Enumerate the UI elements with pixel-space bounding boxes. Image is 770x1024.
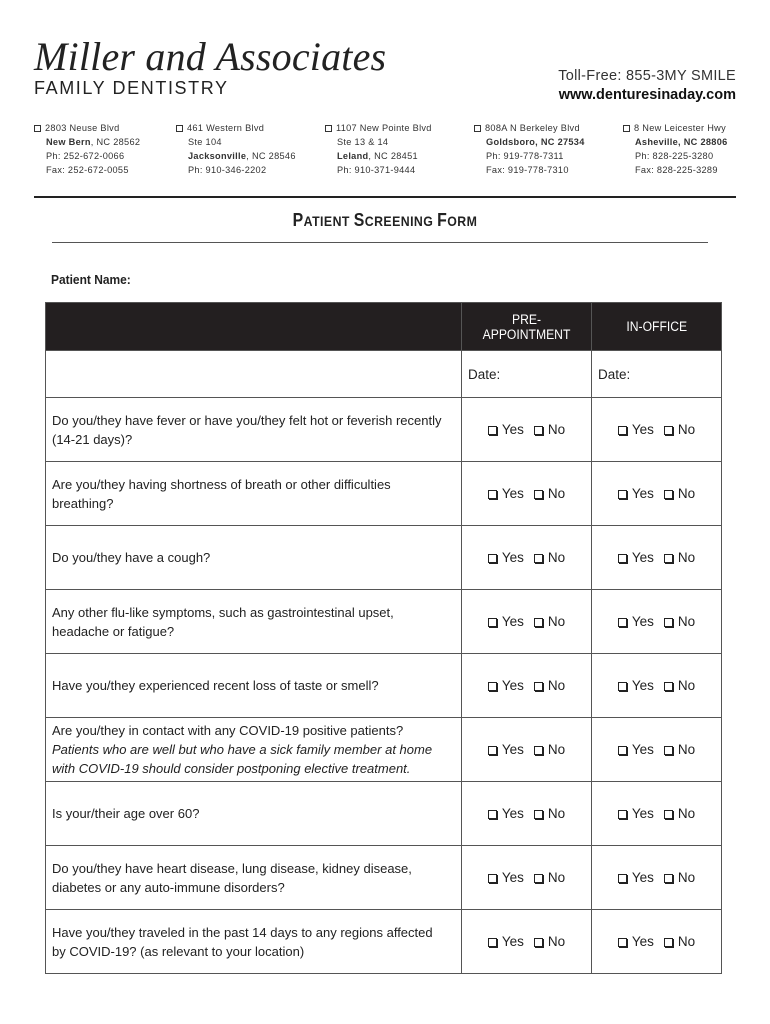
in-office-answer [592, 910, 722, 974]
in-office-yes-option[interactable] [618, 486, 654, 501]
in-office-yes-option[interactable] [618, 934, 654, 949]
pre-appointment-no-option[interactable] [534, 678, 565, 693]
yes-label: Yes [501, 742, 524, 757]
pre-appointment-no-option[interactable] [534, 422, 565, 437]
no-label: No [547, 422, 566, 437]
checkbox-icon[interactable] [534, 618, 543, 627]
office-address: 2803 Neuse Blvd [45, 123, 120, 133]
question-text [46, 910, 462, 974]
question-label: Do you/they have a cough? [52, 550, 211, 565]
pre-appointment-answer [462, 910, 592, 974]
brand [34, 34, 386, 99]
no-label: No [677, 550, 696, 565]
yes-label: Yes [631, 550, 654, 565]
screening-table [45, 302, 722, 974]
question-label: Do you/they have heart disease, lung disease, kidney disease, diabetes or any auto-immune disorders? [52, 860, 412, 895]
in-office-answer [592, 462, 722, 526]
header-divider [34, 196, 736, 198]
no-label: No [677, 486, 696, 501]
question-row [46, 846, 722, 910]
office-fax: Fax: 252-672-0055 [46, 165, 129, 175]
no-label: No [547, 550, 566, 565]
office-phone: Ph: 919-778-7311 [486, 151, 564, 161]
website-link[interactable]: www.denturesinaday.com [558, 87, 736, 103]
no-label: No [677, 614, 696, 629]
pre-appointment-answer [462, 718, 592, 782]
checkbox-icon [325, 125, 332, 132]
pre-appointment-yes-option[interactable] [488, 870, 524, 885]
checkbox-icon[interactable] [488, 938, 497, 947]
in-office-answer [592, 526, 722, 590]
question-text [46, 782, 462, 846]
yes-label: Yes [501, 934, 524, 949]
yes-label: Yes [631, 486, 654, 501]
in-office-yes-option[interactable] [618, 614, 654, 629]
checkbox-icon [474, 125, 481, 132]
title-divider [52, 242, 708, 243]
no-label: No [547, 742, 566, 757]
pre-appointment-answer [462, 462, 592, 526]
question-row [46, 782, 722, 846]
office-phone: Ph: 910-346-2202 [188, 165, 267, 175]
office-suite: Ste 104 [188, 137, 222, 147]
no-label: No [547, 678, 566, 693]
pre-appointment-yes-option[interactable] [488, 934, 524, 949]
yes-label: Yes [501, 870, 524, 885]
no-label: No [547, 870, 566, 885]
pre-appointment-yes-option[interactable] [488, 614, 524, 629]
pre-appointment-yes-option[interactable] [488, 486, 524, 501]
in-office-no-option[interactable] [664, 806, 695, 821]
question-text [46, 590, 462, 654]
yes-label: Yes [501, 678, 524, 693]
office-state: , NC 28451 [368, 151, 418, 161]
brand-name: Miller and Associates [34, 34, 387, 79]
checkbox-icon[interactable] [488, 554, 497, 563]
checkbox-icon[interactable] [664, 682, 673, 691]
checkbox-icon[interactable] [534, 554, 543, 563]
checkbox-icon[interactable] [534, 746, 543, 755]
office-goldsboro [474, 121, 585, 177]
checkbox-icon[interactable] [664, 874, 673, 883]
pre-appointment-no-option[interactable] [534, 870, 565, 885]
patient-name-label: Patient Name: [51, 272, 131, 287]
question-text [46, 526, 462, 590]
no-label: No [677, 806, 696, 821]
in-office-no-option[interactable] [664, 614, 695, 629]
checkbox-icon[interactable] [618, 682, 627, 691]
title-part: S [353, 210, 365, 230]
yes-label: Yes [501, 486, 524, 501]
no-label: No [547, 934, 566, 949]
no-label: No [677, 678, 696, 693]
office-city: New Bern [46, 137, 91, 147]
checkbox-icon[interactable] [664, 490, 673, 499]
office-phone: Ph: 828-225-3280 [635, 151, 714, 161]
yes-label: Yes [501, 806, 524, 821]
in-office-answer [592, 718, 722, 782]
no-label: No [677, 870, 696, 885]
checkbox-icon[interactable] [664, 426, 673, 435]
office-list [34, 121, 740, 181]
checkbox-icon[interactable] [618, 810, 627, 819]
no-label: No [677, 742, 696, 757]
question-text [46, 462, 462, 526]
toll-free-number: Toll-Free: 855-3MY SMILE [558, 68, 736, 84]
question-row [46, 590, 722, 654]
office-city: Goldsboro, NC 27534 [486, 137, 585, 147]
in-office-date-field[interactable] [592, 351, 722, 398]
checkbox-icon [176, 125, 183, 132]
office-address: 8 New Leicester Hwy [634, 123, 726, 133]
checkbox-icon[interactable] [618, 874, 627, 883]
checkbox-icon[interactable] [664, 618, 673, 627]
yes-label: Yes [501, 550, 524, 565]
no-label: No [677, 934, 696, 949]
question-label: Have you/they experienced recent loss of taste or smell? [52, 678, 379, 693]
question-text [46, 398, 462, 462]
question-label: Have you/they traveled in the past 14 days to any regions affected by COVID-19? (as relevant to your location) [52, 924, 433, 959]
question-row [46, 718, 722, 782]
in-office-yes-option[interactable] [618, 870, 654, 885]
checkbox-icon[interactable] [664, 554, 673, 563]
in-office-answer [592, 654, 722, 718]
column-in-office [592, 303, 722, 351]
question-text [46, 718, 462, 782]
yes-label: Yes [501, 614, 524, 629]
yes-label: Yes [631, 870, 654, 885]
in-office-yes-option[interactable] [618, 806, 654, 821]
question-row [46, 654, 722, 718]
checkbox-icon[interactable] [488, 682, 497, 691]
title-part: ATIENT [303, 213, 354, 229]
in-office-no-option[interactable] [664, 422, 695, 437]
pre-appointment-answer [462, 846, 592, 910]
office-city: Asheville, NC 28806 [635, 137, 728, 147]
question-text [46, 846, 462, 910]
no-label: No [547, 614, 566, 629]
yes-label: Yes [631, 422, 654, 437]
pre-appointment-no-option[interactable] [534, 806, 565, 821]
pre-appointment-yes-option[interactable] [488, 422, 524, 437]
checkbox-icon[interactable] [618, 938, 627, 947]
yes-label: Yes [631, 934, 654, 949]
question-row [46, 910, 722, 974]
office-leland [325, 121, 432, 177]
checkbox-icon[interactable] [534, 426, 543, 435]
pre-appointment-answer [462, 590, 592, 654]
question-row [46, 462, 722, 526]
office-city: Leland [337, 151, 369, 161]
question-label: Are you/they in contact with any COVID-19 positive patients? [52, 723, 404, 738]
checkbox-icon[interactable] [534, 810, 543, 819]
header-blank [46, 303, 462, 351]
pre-appointment-yes-option[interactable] [488, 678, 524, 693]
question-label: Is your/their age over 60? [52, 806, 200, 821]
date-label: Date: [468, 366, 501, 382]
checkbox-icon[interactable] [488, 874, 497, 883]
column-pre-appointment [462, 303, 592, 351]
in-office-yes-option[interactable] [618, 422, 654, 437]
date-row [46, 351, 722, 398]
office-jacksonville [176, 121, 296, 177]
pre-appointment-no-option[interactable] [534, 486, 565, 501]
checkbox-icon[interactable] [534, 490, 543, 499]
in-office-no-option[interactable] [664, 486, 695, 501]
pre-appointment-answer [462, 526, 592, 590]
no-label: No [677, 422, 696, 437]
pre-appointment-no-option[interactable] [534, 742, 565, 757]
yes-label: Yes [631, 742, 654, 757]
checkbox-icon[interactable] [534, 874, 543, 883]
in-office-yes-option[interactable] [618, 742, 654, 757]
title-part: CREENING [364, 213, 438, 229]
checkbox-icon[interactable] [664, 938, 673, 947]
pre-appointment-yes-option[interactable] [488, 806, 524, 821]
in-office-answer [592, 590, 722, 654]
in-office-answer [592, 782, 722, 846]
office-phone: Ph: 252-672-0066 [46, 151, 125, 161]
question-label: Any other flu-like symptoms, such as gastrointestinal upset, headache or fatigue? [52, 604, 394, 639]
in-office-answer [592, 398, 722, 462]
pre-appointment-answer [462, 398, 592, 462]
column-label: IN-OFFICE [626, 319, 687, 334]
office-new-bern [34, 121, 140, 177]
title-part: F [437, 210, 448, 230]
office-state: , NC 28562 [90, 137, 141, 147]
yes-label: Yes [501, 422, 524, 437]
question-label: Do you/they have fever or have you/they felt hot or feverish recently (14-21 days)? [52, 412, 442, 447]
in-office-yes-option[interactable] [618, 550, 654, 565]
date-label: Date: [598, 366, 631, 382]
checkbox-icon[interactable] [488, 490, 497, 499]
office-address: 808A N Berkeley Blvd [485, 123, 580, 133]
pre-appointment-yes-option[interactable] [488, 742, 524, 757]
title-part: ORM [447, 213, 478, 229]
question-label: Are you/they having shortness of breath or other difficulties breathing? [52, 476, 391, 511]
form-title [46, 210, 724, 231]
in-office-no-option[interactable] [664, 870, 695, 885]
checkbox-icon [623, 125, 630, 132]
no-label: No [547, 806, 566, 821]
pre-appointment-answer [462, 782, 592, 846]
question-row [46, 398, 722, 462]
checkbox-icon[interactable] [488, 426, 497, 435]
title-part: P [292, 210, 304, 230]
table-header [46, 303, 722, 351]
in-office-no-option[interactable] [664, 742, 695, 757]
office-state: , NC 28546 [246, 151, 296, 161]
office-address: 461 Western Blvd [187, 123, 265, 133]
in-office-no-option[interactable] [664, 678, 695, 693]
checkbox-icon[interactable] [534, 938, 543, 947]
question-row [46, 526, 722, 590]
checkbox-icon[interactable] [488, 810, 497, 819]
no-label: No [547, 486, 566, 501]
yes-label: Yes [631, 806, 654, 821]
checkbox-icon[interactable] [618, 490, 627, 499]
yes-label: Yes [631, 678, 654, 693]
pre-appointment-no-option[interactable] [534, 614, 565, 629]
checkbox-icon[interactable] [488, 618, 497, 627]
office-city: Jacksonville [188, 151, 247, 161]
in-office-no-option[interactable] [664, 550, 695, 565]
in-office-answer [592, 846, 722, 910]
office-fax: Fax: 919-778-7310 [486, 165, 569, 175]
office-fax: Fax: 828-225-3289 [635, 165, 718, 175]
pre-appointment-answer [462, 654, 592, 718]
pre-appointment-date-field[interactable] [462, 351, 592, 398]
checkbox-icon[interactable] [664, 746, 673, 755]
contact-block [558, 68, 736, 103]
pre-appointment-no-option[interactable] [534, 934, 565, 949]
date-row-blank [46, 351, 462, 398]
checkbox-icon [34, 125, 41, 132]
question-note: Patients who are well but who have a sick family member at home with COVID-19 should consider postponing elective treatment. [52, 742, 433, 776]
brand-subtitle: FAMILY DENTISTRY [34, 78, 229, 98]
checkbox-icon[interactable] [534, 682, 543, 691]
pre-appointment-no-option[interactable] [534, 550, 565, 565]
column-label: PRE-APPOINTMENT [482, 311, 571, 342]
pre-appointment-yes-option[interactable] [488, 550, 524, 565]
in-office-yes-option[interactable] [618, 678, 654, 693]
office-phone: Ph: 910-371-9444 [337, 165, 416, 175]
question-text [46, 654, 462, 718]
checkbox-icon[interactable] [618, 554, 627, 563]
office-asheville [623, 121, 728, 177]
checkbox-icon[interactable] [618, 618, 627, 627]
checkbox-icon[interactable] [664, 810, 673, 819]
office-address: 1107 New Pointe Blvd [336, 123, 432, 133]
checkbox-icon[interactable] [618, 746, 627, 755]
office-suite: Ste 13 & 14 [337, 137, 389, 147]
checkbox-icon[interactable] [618, 426, 627, 435]
yes-label: Yes [631, 614, 654, 629]
checkbox-icon[interactable] [488, 746, 497, 755]
in-office-no-option[interactable] [664, 934, 695, 949]
